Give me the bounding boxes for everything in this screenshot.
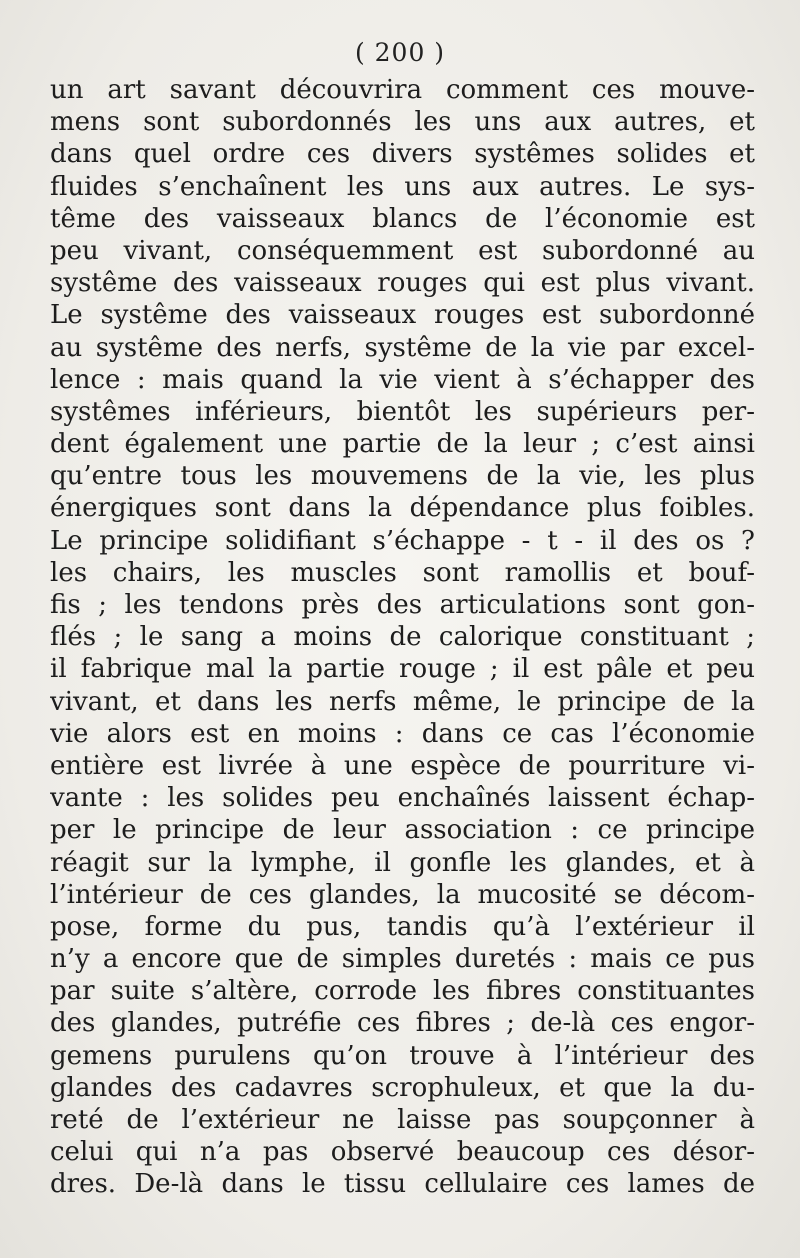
text-line: flés ; le sang a moins de calorique constituant ; (50, 622, 755, 653)
text-line: mens sont subordonnés les uns aux autres, et (50, 107, 755, 138)
page-number: ( 200 ) (354, 38, 446, 67)
text-line: vie alors est en moins : dans ce cas l’économie (50, 718, 755, 749)
text-line: il fabrique mal la partie rouge ; il est pâle et peu (50, 654, 755, 685)
text-line: lence : mais quand la vie vient à s’échapper des (50, 364, 755, 395)
text-line: glandes des cadavres scrophuleux, et que la du- (50, 1072, 755, 1103)
text-line: peu vivant, conséquemment est subordonné au (50, 235, 755, 266)
text-line: systêmes inférieurs, bientôt les supérieurs per- (50, 396, 755, 427)
text-line: reté de l’extérieur ne laisse pas soupçonner à (50, 1105, 755, 1135)
text-line: systême des vaisseaux rouges qui est plus vivant. (50, 268, 755, 299)
text-line: dans quel ordre ces divers systêmes solides et (50, 139, 755, 170)
text-line: fluides s’enchaînent les uns aux autres. Le sys- (50, 171, 755, 202)
text-line: les chairs, les muscles sont ramollis et bouf- (50, 557, 755, 588)
text-line: n’y a encore que de simples duretés : mais ce pus (50, 944, 755, 975)
text-line: au systême des nerfs, systême de la vie par excel- (50, 332, 755, 363)
text-line: par suite s’altère, corrode les fibres constituantes (50, 976, 755, 1007)
text-line: vante : les solides peu enchaînés laissent échap- (50, 783, 755, 814)
body-text (50, 74, 755, 1201)
text-line: Le systême des vaisseaux rouges est subordonné (50, 300, 755, 331)
text-line: per le principe de leur association : ce principe (50, 815, 755, 846)
text-line: réagit sur la lymphe, il gonfle les glandes, et à (50, 847, 755, 878)
text-line: énergiques sont dans la dépendance plus foibles. (50, 493, 755, 524)
text-line: qu’entre tous les mouvemens de la vie, les plus (50, 461, 755, 492)
text-line: des glandes, putréfie ces fibres ; de-là ces engor- (50, 1008, 755, 1039)
text-line: pose, forme du pus, tandis qu’à l’extérieur il (50, 911, 755, 942)
text-line: dres. De-là dans le tissu cellulaire ces lames de (50, 1169, 755, 1200)
text-line: dent également une partie de la leur ; c’est ainsi (50, 429, 755, 460)
text-line: gemens purulens qu’on trouve à l’intérieur des (50, 1040, 755, 1071)
text-line: Le principe solidifiant s’échappe - t - il des os ? (50, 525, 755, 556)
text-line: tême des vaisseaux blancs de l’économie est (50, 203, 755, 234)
text-line: entière est livrée à une espèce de pourriture vi- (50, 750, 755, 781)
text-line: un art savant découvrira comment ces mouve- (50, 75, 755, 105)
text-line: fis ; les tendons près des articulations sont gon- (50, 590, 755, 620)
text-line: celui qui n’a pas observé beaucoup ces désor- (50, 1137, 755, 1168)
text-line: l’intérieur de ces glandes, la mucosité se décom- (50, 879, 755, 910)
text-line: vivant, et dans les nerfs même, le principe de la (50, 686, 755, 717)
